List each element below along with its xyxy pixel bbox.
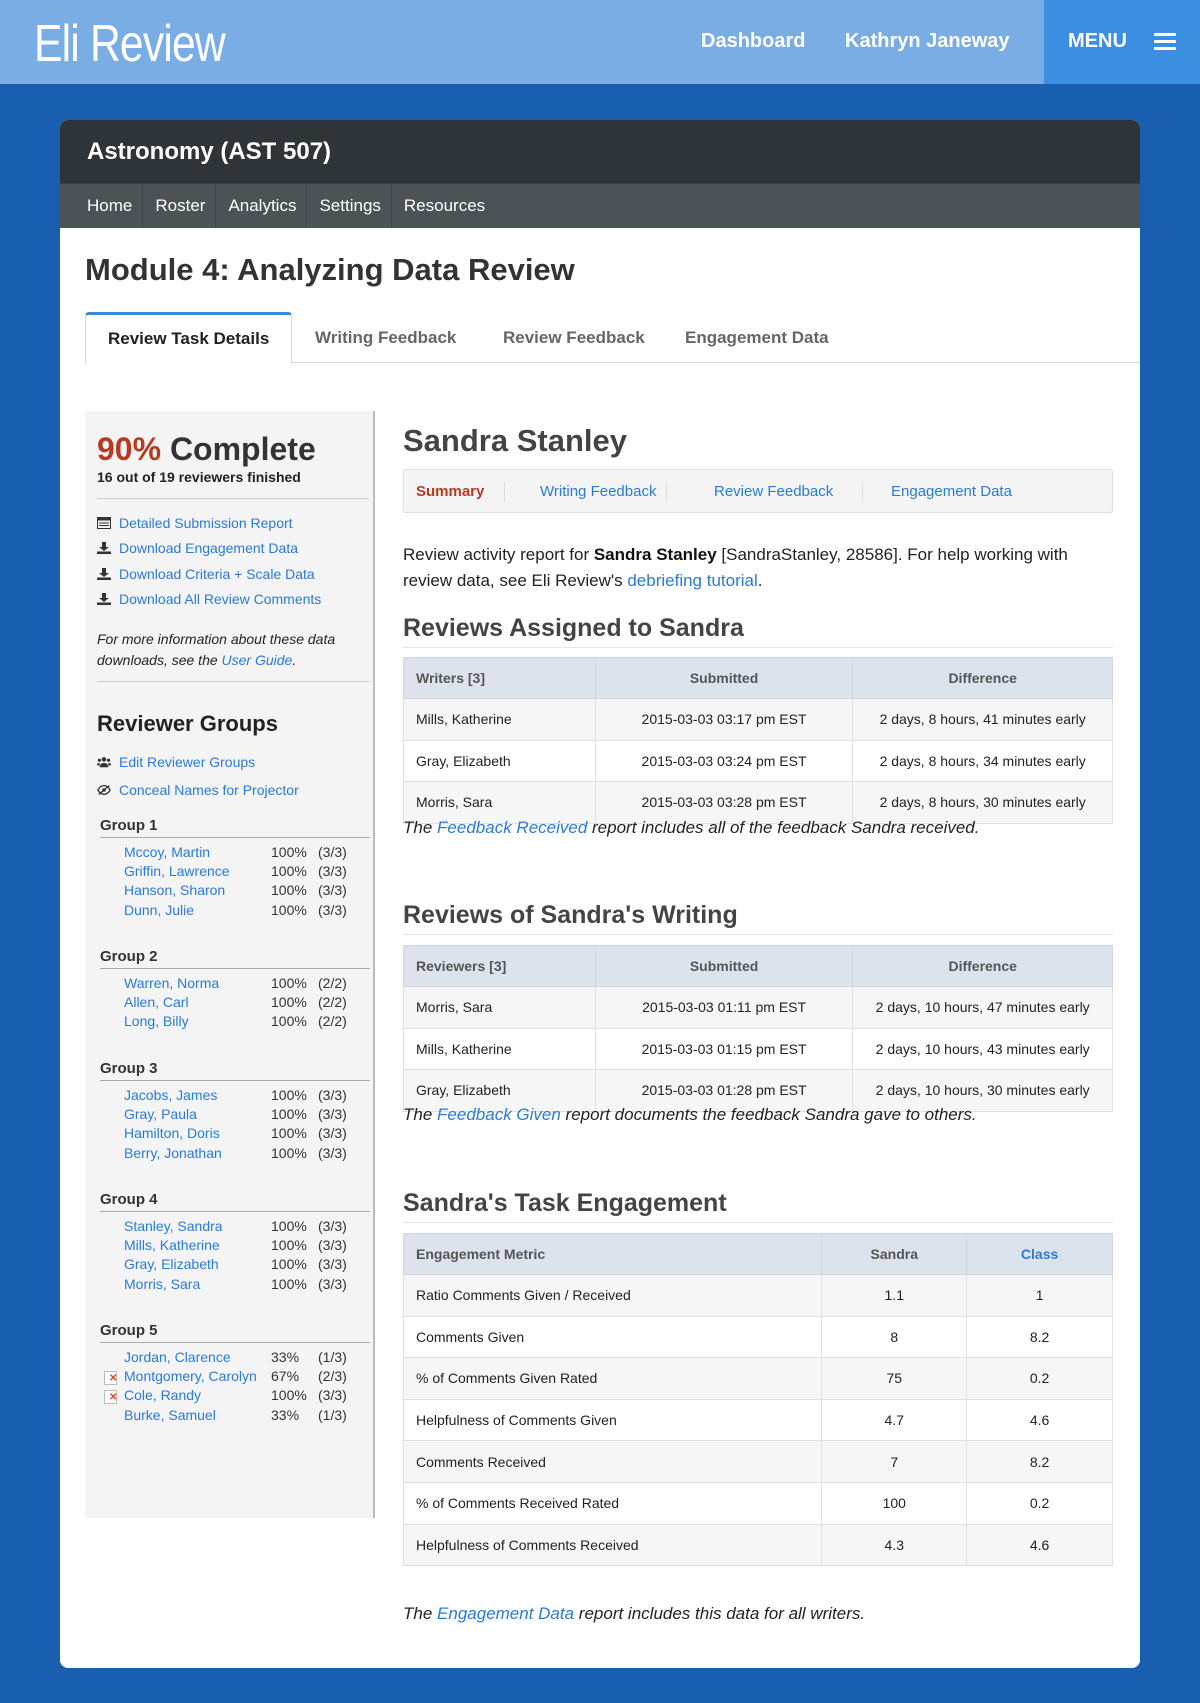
member-count: (1/3)	[318, 1406, 347, 1423]
group-heading: Group 2	[100, 948, 370, 969]
intro-part: Review activity report for	[403, 545, 594, 564]
member-count: (3/3)	[318, 1218, 347, 1234]
class-column-header[interactable]: Class	[967, 1234, 1113, 1275]
subtab-summary[interactable]: Summary	[416, 483, 485, 500]
course-nav-roster[interactable]: Roster	[155, 184, 216, 228]
table-row	[404, 699, 1113, 741]
foot-text: report includes all of the feedback Sandra received.	[587, 818, 980, 837]
group-member	[100, 1276, 362, 1296]
member-name-link[interactable]: Warren, Norma	[124, 975, 220, 991]
reviews-assigned-table	[403, 657, 1113, 824]
member-name-link[interactable]: Allen, Carl	[124, 994, 189, 1011]
hamburger-icon	[1154, 33, 1176, 49]
column-header: Submitted	[595, 658, 853, 699]
member-percent: 100%	[271, 844, 307, 860]
downloads-note	[97, 629, 359, 671]
download-icon	[97, 542, 111, 554]
table-cell: 7	[822, 1441, 967, 1483]
tab-review-feedback[interactable]: Review Feedback	[503, 328, 645, 347]
assigned-footnote	[403, 818, 979, 838]
table-row	[404, 740, 1113, 782]
group-member	[100, 844, 362, 864]
subtab-separator	[504, 482, 505, 502]
reviews-assigned-title: Reviews Assigned to Sandra	[403, 614, 1113, 648]
member-count: (3/3)	[318, 901, 347, 918]
table-row	[404, 987, 1113, 1029]
member-count: (2/2)	[318, 994, 347, 1011]
table-cell: 2 days, 10 hours, 30 minutes early	[853, 1070, 1113, 1112]
table-cell: Comments Given	[404, 1316, 822, 1358]
divider	[97, 681, 369, 682]
table-cell: 2015-03-03 01:15 pm EST	[595, 1028, 853, 1070]
member-percent: 100%	[271, 1106, 307, 1123]
group-member	[100, 1106, 362, 1126]
intro-part: [SandraStanley, 28586]. For help working with review data, see Eli Review's	[403, 545, 1068, 590]
member-percent: 100%	[271, 1275, 307, 1292]
writing-footnote	[403, 1105, 977, 1125]
member-percent: 100%	[271, 1237, 307, 1254]
foot-text: The	[403, 1604, 438, 1623]
member-name-link[interactable]: Montgomery, Carolyn	[124, 1368, 257, 1385]
reviewers-finished: 16 out of 19 reviewers finished	[97, 469, 301, 485]
table-cell: 8.2	[967, 1441, 1113, 1483]
module-tabs	[85, 312, 1140, 363]
course-nav-home[interactable]: Home	[87, 184, 143, 228]
link-label: Download Criteria + Scale Data	[119, 566, 315, 582]
table-row	[404, 1358, 1113, 1400]
group-member	[100, 1349, 362, 1369]
member-count: (2/3)	[318, 1368, 347, 1385]
student-name: Sandra Stanley	[403, 423, 627, 458]
course-nav-settings[interactable]: Settings	[319, 184, 391, 228]
member-count: (2/2)	[318, 975, 347, 991]
table-cell: Gray, Elizabeth	[404, 740, 596, 782]
member-name-link[interactable]: Jacobs, James	[124, 1087, 218, 1103]
table-cell: Morris, Sara	[404, 987, 596, 1029]
table-cell: Mills, Katherine	[404, 699, 596, 741]
member-percent: 100%	[271, 1218, 307, 1234]
completion-percent: 90%	[97, 431, 162, 467]
report-icon	[97, 517, 111, 529]
member-name-link[interactable]: Morris, Sara	[124, 1275, 201, 1292]
link-label: Edit Reviewer Groups	[119, 754, 256, 770]
subtab-engagement-data[interactable]: Engagement Data	[891, 483, 1012, 500]
reviews-of-writing-table	[403, 945, 1113, 1112]
table-row	[404, 1441, 1113, 1483]
course-title: Astronomy (AST 507)	[60, 120, 1140, 183]
foot-text: report includes this data for all writers.	[574, 1604, 866, 1623]
subtab-review-feedback[interactable]: Review Feedback	[714, 483, 834, 500]
feedback-given-link[interactable]: Feedback Given	[437, 1105, 561, 1124]
conceal-names-link[interactable]	[97, 782, 299, 798]
member-count: (3/3)	[318, 1087, 347, 1103]
table-row	[404, 1275, 1113, 1317]
subtab-writing-feedback[interactable]: Writing Feedback	[540, 483, 657, 500]
table-cell: Helpfulness of Comments Given	[404, 1399, 822, 1441]
table-cell: 8.2	[967, 1316, 1113, 1358]
user-guide-link[interactable]: User Guide	[221, 652, 293, 668]
member-name-link[interactable]: Dunn, Julie	[124, 901, 195, 918]
feedback-received-link[interactable]: Feedback Received	[437, 818, 588, 837]
table-cell: 8	[822, 1316, 967, 1358]
group-heading: Group 5	[100, 1322, 370, 1343]
engagement-data-link[interactable]: Engagement Data	[437, 1604, 575, 1623]
member-count: (3/3)	[318, 1275, 347, 1292]
member-name-link[interactable]: Mills, Katherine	[124, 1237, 220, 1254]
course-nav-resources[interactable]: Resources	[403, 196, 486, 215]
member-percent: 100%	[271, 994, 307, 1011]
group-member	[100, 1125, 362, 1145]
table-cell: Comments Received	[404, 1441, 822, 1483]
table-cell: 1.1	[822, 1275, 967, 1317]
group-member	[100, 1387, 362, 1407]
download-engagement-data-link[interactable]	[97, 540, 298, 556]
member-percent: 100%	[271, 1144, 307, 1161]
table-cell: Ratio Comments Given / Received	[404, 1275, 822, 1317]
engagement-footnote	[403, 1604, 865, 1624]
course-nav	[60, 183, 1140, 228]
group-member	[100, 1087, 362, 1107]
group-heading: Group 1	[100, 817, 370, 838]
foot-text: The	[403, 1105, 438, 1124]
tab-engagement-data[interactable]: Engagement Data	[685, 328, 829, 347]
table-cell: 2 days, 10 hours, 43 minutes early	[853, 1028, 1113, 1070]
reviews-of-writing-title: Reviews of Sandra's Writing	[403, 901, 1113, 935]
student-subtabs	[403, 469, 1113, 513]
completion-label: Complete	[169, 431, 316, 467]
member-count: (3/3)	[318, 863, 347, 880]
member-count: (3/3)	[318, 1387, 347, 1404]
menu-label: MENU	[1068, 30, 1127, 52]
member-percent: 33%	[271, 1406, 300, 1423]
column-header: Submitted	[595, 946, 853, 987]
table-row	[404, 1399, 1113, 1441]
group-heading: Group 4	[100, 1191, 370, 1212]
member-count: (3/3)	[318, 1106, 347, 1123]
member-percent: 100%	[271, 1013, 307, 1030]
member-count: (3/3)	[318, 1237, 347, 1254]
note-text: For more information about these data downloads, see the	[97, 631, 336, 668]
subtab-separator	[862, 482, 863, 502]
column-header: Sandra	[822, 1234, 967, 1275]
table-row	[404, 1482, 1113, 1524]
table-cell: 2015-03-03 01:28 pm EST	[595, 1070, 853, 1112]
table-row	[404, 1316, 1113, 1358]
table-row	[404, 1028, 1113, 1070]
group-member	[100, 1407, 362, 1427]
table-cell: 2015-03-03 03:24 pm EST	[595, 740, 853, 782]
eye-slash-icon	[97, 784, 111, 796]
member-percent: 67%	[271, 1368, 300, 1385]
table-cell: 2015-03-03 03:17 pm EST	[595, 699, 853, 741]
member-name-link[interactable]: Stanley, Sandra	[124, 1218, 223, 1234]
link-label: Download All Review Comments	[119, 591, 322, 607]
group-member	[100, 975, 362, 995]
member-name-link[interactable]: Burke, Samuel	[124, 1406, 216, 1423]
table-cell: 2 days, 8 hours, 34 minutes early	[853, 740, 1113, 782]
late-flag-icon	[104, 1390, 117, 1404]
member-percent: 100%	[271, 1087, 307, 1103]
course-card	[60, 120, 1140, 1668]
member-percent: 100%	[271, 1256, 307, 1273]
member-percent: 100%	[271, 901, 307, 918]
member-name-link[interactable]: Gray, Elizabeth	[124, 1256, 219, 1273]
member-name-link[interactable]: Hanson, Sharon	[124, 882, 226, 899]
table-cell: 0.2	[967, 1358, 1113, 1400]
table-cell: 4.6	[967, 1399, 1113, 1441]
column-header: Reviewers [3]	[404, 946, 596, 987]
foot-text: The	[403, 818, 438, 837]
member-percent: 100%	[271, 882, 307, 899]
member-count: (3/3)	[318, 1144, 347, 1161]
divider	[97, 498, 369, 499]
reviewer-groups-title: Reviewer Groups	[97, 711, 278, 736]
group-member	[100, 1368, 362, 1388]
table-cell: 4.7	[822, 1399, 967, 1441]
table-cell: Helpfulness of Comments Received	[404, 1524, 822, 1566]
table-cell: 4.3	[822, 1524, 967, 1566]
table-cell: Gray, Elizabeth	[404, 1070, 596, 1112]
link-label: Conceal Names for Projector	[119, 782, 299, 798]
table-cell: 2015-03-03 03:28 pm EST	[595, 782, 853, 824]
table-cell: % of Comments Given Rated	[404, 1358, 822, 1400]
table-cell: 2 days, 10 hours, 47 minutes early	[853, 987, 1113, 1029]
group-member	[100, 1237, 362, 1257]
table-row	[404, 1524, 1113, 1566]
tab-review-task-details[interactable]: Review Task Details	[85, 312, 292, 364]
group-member	[100, 1013, 362, 1033]
late-flag-icon	[104, 1371, 117, 1385]
dashboard-link[interactable]: Dashboard	[701, 30, 806, 52]
group-member	[100, 1145, 362, 1165]
download-icon	[97, 568, 111, 580]
group-member	[100, 994, 362, 1014]
top-bar	[0, 0, 1200, 84]
table-cell: 75	[822, 1358, 967, 1400]
column-header: Engagement Metric	[404, 1234, 822, 1275]
member-count: (3/3)	[318, 1125, 347, 1142]
member-count: (2/2)	[318, 1013, 347, 1030]
download-criteria-scale-data-link[interactable]	[97, 566, 315, 582]
intro-part: .	[757, 571, 763, 590]
table-cell: 2015-03-03 01:11 pm EST	[595, 987, 853, 1029]
note-suffix: .	[292, 652, 297, 668]
member-percent: 100%	[271, 1125, 307, 1142]
table-cell: Mills, Katherine	[404, 1028, 596, 1070]
subtab-separator	[666, 482, 667, 502]
user-link[interactable]: Kathryn Janeway	[845, 30, 1010, 52]
detailed-submission-report-link[interactable]	[97, 515, 293, 531]
group-member	[100, 902, 362, 922]
member-count: (3/3)	[318, 844, 347, 860]
menu-button[interactable]	[1044, 0, 1200, 84]
task-engagement-table	[403, 1233, 1113, 1566]
link-label: Detailed Submission Report	[119, 515, 293, 531]
table-cell: 2 days, 8 hours, 30 minutes early	[853, 782, 1113, 824]
link-label: Download Engagement Data	[119, 540, 299, 556]
group-heading: Group 3	[100, 1060, 370, 1081]
course-nav-analytics[interactable]: Analytics	[228, 184, 307, 228]
member-count: (3/3)	[318, 882, 347, 899]
debriefing-tutorial-link[interactable]: debriefing tutorial	[627, 571, 758, 590]
app-logo[interactable]: Eli Review	[34, 15, 225, 73]
task-engagement-title: Sandra's Task Engagement	[403, 1189, 1113, 1223]
table-cell: 4.6	[967, 1524, 1113, 1566]
member-percent: 33%	[271, 1349, 300, 1365]
table-cell: 0.2	[967, 1482, 1113, 1524]
users-icon	[97, 756, 111, 768]
table-cell: 1	[967, 1275, 1113, 1317]
table-cell: % of Comments Received Rated	[404, 1482, 822, 1524]
member-name-link[interactable]: Griffin, Lawrence	[124, 863, 230, 880]
group-member	[100, 863, 362, 883]
column-header: Difference	[853, 946, 1113, 987]
table-cell: Morris, Sara	[404, 782, 596, 824]
member-name-link[interactable]: Hamilton, Doris	[124, 1125, 220, 1142]
completion-summary	[97, 431, 316, 468]
member-name-link[interactable]: Mccoy, Martin	[124, 844, 211, 860]
member-percent: 100%	[271, 1387, 307, 1404]
member-name-link[interactable]: Cole, Randy	[124, 1387, 202, 1404]
member-percent: 100%	[271, 863, 307, 880]
group-member	[100, 882, 362, 902]
member-name-link[interactable]: Gray, Paula	[124, 1106, 197, 1123]
page-title: Module 4: Analyzing Data Review	[85, 252, 575, 287]
download-all-review-comments-link[interactable]	[97, 591, 321, 607]
member-count: (3/3)	[318, 1256, 347, 1273]
sidebar	[85, 411, 375, 1518]
group-member	[100, 1218, 362, 1238]
member-percent: 100%	[271, 975, 307, 991]
group-member	[100, 1256, 362, 1276]
column-header: Writers [3]	[404, 658, 596, 699]
table-cell: 2 days, 8 hours, 41 minutes early	[853, 699, 1113, 741]
member-count: (1/3)	[318, 1349, 347, 1365]
edit-reviewer-groups-link[interactable]	[97, 754, 255, 770]
tab-writing-feedback[interactable]: Writing Feedback	[315, 328, 457, 347]
member-name-link[interactable]: Jordan, Clarence	[124, 1349, 231, 1365]
member-name-link[interactable]: Long, Billy	[124, 1013, 189, 1030]
foot-text: report documents the feedback Sandra gave to others.	[560, 1105, 977, 1124]
member-name-link[interactable]: Berry, Jonathan	[124, 1144, 222, 1161]
table-cell: 100	[822, 1482, 967, 1524]
intro-student-name: Sandra Stanley	[593, 545, 717, 564]
column-header: Difference	[853, 658, 1113, 699]
intro-text	[403, 542, 1113, 594]
download-icon	[97, 593, 111, 605]
